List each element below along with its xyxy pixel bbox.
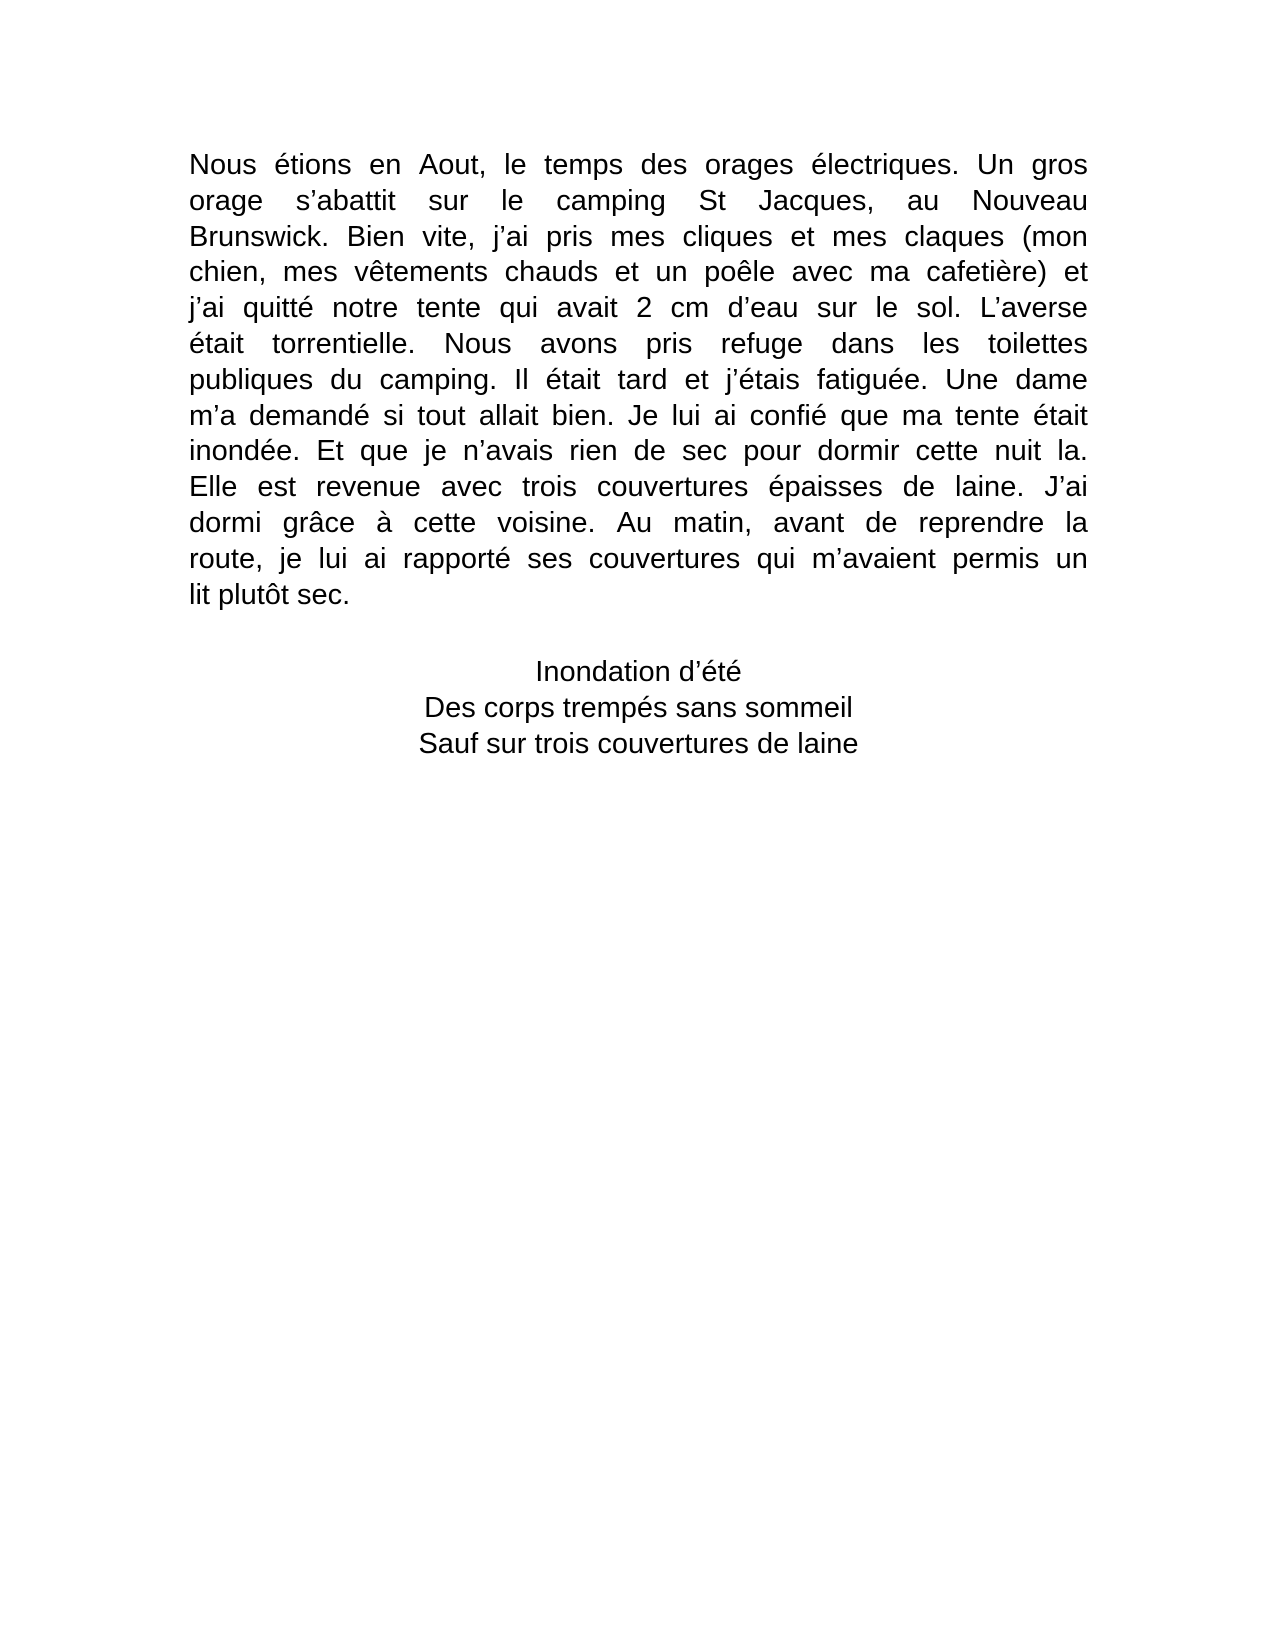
- word: le: [504, 149, 527, 181]
- word: d’eau: [727, 292, 799, 325]
- word: vite,: [422, 220, 476, 253]
- word: fatiguée.: [816, 363, 929, 396]
- haiku-line: Des corps trempés sans sommeil: [424, 692, 853, 724]
- word: nuit: [994, 435, 1042, 468]
- word: chien,: [189, 256, 267, 289]
- word: j’ai: [492, 220, 529, 253]
- word: St: [698, 184, 726, 217]
- word: laine.: [955, 471, 1025, 504]
- word: Il: [514, 363, 529, 396]
- word: ai: [713, 399, 737, 432]
- word: tard: [617, 363, 668, 396]
- word: sur: [816, 292, 858, 325]
- word: je: [279, 542, 303, 575]
- word: revenue: [316, 471, 421, 504]
- paragraph-line: [189, 434, 1088, 470]
- word: dame: [1015, 363, 1088, 396]
- word: la.: [1057, 435, 1088, 468]
- word: j’étais: [725, 363, 800, 396]
- word: les: [922, 327, 960, 360]
- word: dormir: [817, 435, 900, 468]
- word: étions: [274, 149, 352, 181]
- word: Elle: [189, 471, 238, 504]
- word: dormi: [189, 506, 262, 539]
- word: des: [640, 149, 688, 181]
- word: mes: [282, 256, 338, 289]
- word: vêtements: [354, 256, 489, 289]
- word: en: [369, 149, 402, 181]
- word: couvertures: [596, 471, 749, 504]
- word: était: [1033, 399, 1088, 432]
- word: permis: [952, 542, 1040, 575]
- haiku-line: Sauf sur trois couvertures de laine: [418, 728, 859, 760]
- word: Au: [616, 506, 653, 539]
- word: Bien: [346, 220, 405, 253]
- word: je: [424, 435, 447, 468]
- word: le: [875, 292, 899, 325]
- word: 2: [636, 292, 653, 325]
- story-paragraph: [189, 148, 1088, 613]
- word: s’abattit: [295, 184, 396, 217]
- word: sec: [682, 435, 728, 468]
- word: rapporté: [402, 542, 511, 575]
- word: dans: [831, 327, 895, 360]
- word: cette: [413, 506, 477, 539]
- word: m’avaient: [811, 542, 936, 575]
- paragraph-line: [189, 470, 1088, 506]
- word: temps: [544, 149, 624, 181]
- word: cm: [670, 292, 710, 325]
- paragraph-line: [189, 506, 1088, 542]
- word: Nous: [443, 327, 512, 360]
- word: L’averse: [979, 292, 1088, 325]
- word: et: [684, 363, 709, 396]
- word: mes: [832, 220, 887, 253]
- word: camping.: [379, 363, 498, 396]
- word: avait: [556, 292, 618, 325]
- word: ma: [901, 399, 943, 432]
- word: le: [501, 184, 524, 217]
- word: est: [257, 471, 297, 504]
- word: chauds: [504, 256, 599, 289]
- word: Une: [945, 363, 999, 396]
- word: gros: [1031, 149, 1088, 181]
- word: cliques: [682, 220, 773, 253]
- paragraph-line: [189, 148, 1088, 184]
- word: qui: [499, 292, 539, 325]
- word: la: [1065, 506, 1088, 539]
- word: n’avais: [462, 435, 554, 468]
- word: orage: [189, 184, 264, 217]
- word: tente: [955, 399, 1020, 432]
- word: cafetière): [926, 256, 1048, 289]
- word: inondée.: [189, 435, 301, 468]
- word: de: [865, 506, 898, 539]
- word: mes: [610, 220, 666, 253]
- word: si: [383, 399, 405, 432]
- word: de: [633, 435, 666, 468]
- word: toilettes: [987, 327, 1088, 360]
- word: était: [189, 327, 244, 360]
- word: torrentielle.: [272, 327, 416, 360]
- word: ses: [527, 542, 573, 575]
- word: Nous: [189, 149, 257, 181]
- word: épaisses: [768, 471, 883, 504]
- word: sur: [428, 184, 469, 217]
- word: ma: [869, 256, 910, 289]
- word: refuge: [720, 327, 803, 360]
- word: avons: [539, 327, 618, 360]
- word: voisine.: [497, 506, 596, 539]
- word: Un: [976, 149, 1014, 181]
- paragraph-line: [189, 255, 1088, 291]
- word: bien.: [551, 399, 615, 432]
- paragraph-line: [189, 220, 1088, 256]
- word: matin,: [673, 506, 753, 539]
- word: route,: [189, 542, 264, 575]
- paragraph-line: [189, 542, 1088, 578]
- word: était: [545, 363, 601, 396]
- word: reprendre: [918, 506, 1045, 539]
- word: Et: [316, 435, 344, 468]
- word: (mon: [1021, 220, 1088, 253]
- word: quitté: [242, 292, 314, 325]
- word: J’ai: [1044, 471, 1088, 504]
- word: j’ai: [189, 292, 225, 325]
- word: pris: [645, 327, 693, 360]
- paragraph-line: lit plutôt sec.: [189, 578, 351, 611]
- word: orages: [704, 149, 794, 181]
- word: à: [376, 506, 393, 539]
- word: pris: [545, 220, 593, 253]
- word: poêle: [704, 256, 776, 289]
- paragraph-line: [189, 291, 1088, 327]
- word: trois: [522, 471, 577, 504]
- word: et: [1063, 256, 1088, 289]
- word: grâce: [282, 506, 356, 539]
- word: camping: [556, 184, 666, 217]
- word: demandé: [248, 399, 370, 432]
- word: et: [790, 220, 815, 253]
- word: sol.: [916, 292, 962, 325]
- word: publiques: [189, 363, 314, 396]
- word: électriques.: [811, 149, 960, 181]
- word: de: [902, 471, 936, 504]
- word: tente: [416, 292, 482, 325]
- word: lui: [671, 399, 701, 432]
- word: Brunswick.: [189, 220, 330, 253]
- word: Aout,: [418, 149, 487, 181]
- word: confié: [749, 399, 827, 432]
- word: rien: [569, 435, 618, 468]
- word: et: [614, 256, 639, 289]
- word: un: [655, 256, 688, 289]
- word: Nouveau: [971, 184, 1088, 217]
- word: lui: [318, 542, 348, 575]
- word: que: [840, 399, 889, 432]
- word: m’a: [189, 399, 236, 432]
- paragraph-line: [189, 363, 1088, 399]
- word: du: [330, 363, 363, 396]
- word: Je: [627, 399, 659, 432]
- word: Jacques,: [758, 184, 875, 217]
- haiku-line: Inondation d’été: [535, 656, 742, 688]
- word: claques: [904, 220, 1005, 253]
- word: au: [907, 184, 940, 217]
- word: avec: [791, 256, 853, 289]
- paragraph-line: [189, 327, 1088, 363]
- word: que: [359, 435, 409, 468]
- paragraph-line: [189, 184, 1088, 220]
- word: un: [1055, 542, 1088, 575]
- word: couvertures: [588, 542, 741, 575]
- word: tout: [417, 399, 466, 432]
- word: avant: [773, 506, 845, 539]
- word: notre: [332, 292, 399, 325]
- word: pour: [743, 435, 802, 468]
- word: ai: [363, 542, 387, 575]
- paragraph-line: [189, 399, 1088, 435]
- word: allait: [478, 399, 539, 432]
- haiku: [189, 654, 1088, 762]
- word: qui: [756, 542, 796, 575]
- word: cette: [915, 435, 979, 468]
- word: avec: [440, 471, 503, 504]
